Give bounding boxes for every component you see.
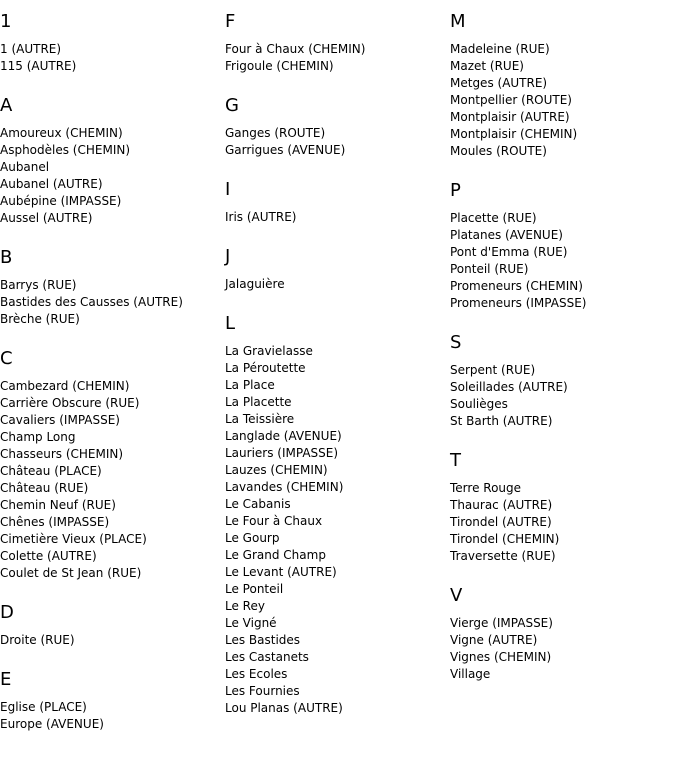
- street-name: Les Bastides: [225, 633, 301, 647]
- letter-section: [450, 180, 675, 312]
- letter-section: [0, 95, 225, 227]
- street-name: Amoureux (CHEMIN): [0, 126, 123, 140]
- street-name: Champ Long: [0, 430, 76, 444]
- street-name: Carrière Obscure (RUE): [0, 396, 140, 410]
- letter-section: [450, 332, 675, 430]
- street-name: Placette (RUE): [450, 211, 537, 225]
- street-name: Europe (AVENUE): [0, 717, 104, 731]
- street-name: Eglise (PLACE): [0, 700, 87, 714]
- letter-section: [450, 11, 675, 160]
- street-name: Montpellier (ROUTE): [450, 93, 572, 107]
- street-name: Cimetière Vieux (PLACE): [0, 532, 147, 546]
- index-column-1: [0, 0, 225, 733]
- street-list: [225, 41, 450, 75]
- street-name: Le Grand Champ: [225, 548, 326, 562]
- letter-section: [0, 669, 225, 733]
- street-list: [0, 632, 225, 649]
- letter-heading: J: [225, 246, 231, 267]
- street-name: La Placette: [225, 395, 292, 409]
- street-list: [450, 41, 675, 160]
- street-name: Le Cabanis: [225, 497, 291, 511]
- street-name: Le Ponteil: [225, 582, 284, 596]
- street-name: Bastides des Causses (AUTRE): [0, 295, 183, 309]
- street-name: Pont d'Emma (RUE): [450, 245, 568, 259]
- street-name: Soleillades (AUTRE): [450, 380, 568, 394]
- street-name: Tirondel (AUTRE): [450, 515, 552, 529]
- street-name: Thaurac (AUTRE): [450, 498, 553, 512]
- street-list: [450, 362, 675, 430]
- street-name: Montplaisir (AUTRE): [450, 110, 570, 124]
- letter-heading: T: [450, 450, 461, 471]
- letter-heading: P: [450, 180, 461, 201]
- letter-section: [0, 247, 225, 328]
- street-name: Château (PLACE): [0, 464, 102, 478]
- street-list: [450, 210, 675, 312]
- street-name: Moules (ROUTE): [450, 144, 547, 158]
- letter-heading: G: [225, 95, 239, 116]
- street-name: Four à Chaux (CHEMIN): [225, 42, 366, 56]
- letter-section: [225, 313, 450, 717]
- street-name: Asphodèles (CHEMIN): [0, 143, 131, 157]
- street-name: La Gravielasse: [225, 344, 313, 358]
- street-list: [0, 277, 225, 328]
- letter-section: [450, 450, 675, 565]
- street-name: Les Ecoles: [225, 667, 288, 681]
- street-name: Les Fournies: [225, 684, 300, 698]
- street-name: Garrigues (AVENUE): [225, 143, 346, 157]
- street-name: Aubanel (AUTRE): [0, 177, 103, 191]
- street-list: [0, 378, 225, 582]
- street-list: [225, 125, 450, 159]
- letter-heading: M: [450, 11, 466, 32]
- street-list: [225, 276, 450, 293]
- letter-heading: L: [225, 313, 236, 334]
- street-name: St Barth (AUTRE): [450, 414, 553, 428]
- letter-heading: C: [0, 348, 13, 369]
- street-name: Montplaisir (CHEMIN): [450, 127, 578, 141]
- street-name: Le Rey: [225, 599, 265, 613]
- letter-section: [225, 95, 450, 159]
- street-name: La Place: [225, 378, 275, 392]
- street-name: Ganges (ROUTE): [225, 126, 326, 140]
- street-name: Serpent (RUE): [450, 363, 536, 377]
- street-name: Metges (AUTRE): [450, 76, 548, 90]
- letter-heading: F: [225, 11, 236, 32]
- street-name: Terre Rouge: [450, 481, 522, 495]
- street-name: Vignes (CHEMIN): [450, 650, 552, 664]
- street-list: [450, 480, 675, 565]
- street-name: Mazet (RUE): [450, 59, 524, 73]
- street-list: [225, 209, 450, 226]
- letter-heading: E: [0, 669, 12, 690]
- street-name: Soulièges: [450, 397, 508, 411]
- street-name: Brèche (RUE): [0, 312, 80, 326]
- letter-section: [225, 179, 450, 226]
- street-name: Colette (AUTRE): [0, 549, 97, 563]
- street-name: Vierge (IMPASSE): [450, 616, 553, 630]
- street-list: [225, 343, 450, 717]
- street-name: Le Gourp: [225, 531, 280, 545]
- street-name: Chasseurs (CHEMIN): [0, 447, 124, 461]
- street-name: Traversette (RUE): [450, 549, 556, 563]
- letter-section: [450, 585, 675, 683]
- letter-section: [0, 602, 225, 649]
- letter-heading: V: [450, 585, 463, 606]
- street-name: Lauzes (CHEMIN): [225, 463, 328, 477]
- letter-heading: S: [450, 332, 462, 353]
- index-column-3: [450, 0, 675, 683]
- street-name: Lauriers (IMPASSE): [225, 446, 339, 460]
- street-name: Promeneurs (IMPASSE): [450, 296, 587, 310]
- street-name: Le Four à Chaux: [225, 514, 323, 528]
- street-list: [450, 615, 675, 683]
- street-name: Frigoule (CHEMIN): [225, 59, 334, 73]
- street-list: [0, 41, 225, 75]
- street-name: Ponteil (RUE): [450, 262, 529, 276]
- street-name: 1 (AUTRE): [0, 42, 62, 56]
- street-name: 115 (AUTRE): [0, 59, 77, 73]
- street-name: Chênes (IMPASSE): [0, 515, 110, 529]
- street-name: Village: [450, 667, 491, 681]
- street-name: Cambezard (CHEMIN): [0, 379, 130, 393]
- street-name: Vigne (AUTRE): [450, 633, 538, 647]
- letter-section: [225, 246, 450, 293]
- index-column-2: [225, 0, 450, 717]
- letter-heading: B: [0, 247, 13, 268]
- street-name: Château (RUE): [0, 481, 89, 495]
- letter-heading: I: [225, 179, 231, 200]
- street-list: [0, 125, 225, 227]
- street-name: Aussel (AUTRE): [0, 211, 93, 225]
- street-name: La Teissière: [225, 412, 295, 426]
- letter-section: [0, 11, 225, 75]
- street-list: [0, 699, 225, 733]
- street-name: Aubanel: [0, 160, 50, 174]
- street-name: Les Castanets: [225, 650, 309, 664]
- street-name: Jalaguière: [225, 277, 285, 291]
- street-name: Le Vigné: [225, 616, 277, 630]
- letter-heading: D: [0, 602, 14, 623]
- street-name: La Péroutette: [225, 361, 306, 375]
- street-name: Barrys (RUE): [0, 278, 77, 292]
- street-name: Madeleine (RUE): [450, 42, 550, 56]
- street-name: Tirondel (CHEMIN): [450, 532, 560, 546]
- street-name: Lou Planas (AUTRE): [225, 701, 343, 715]
- letter-section: [225, 11, 450, 75]
- street-name: Droite (RUE): [0, 633, 75, 647]
- letter-heading: 1: [0, 11, 12, 32]
- street-name: Promeneurs (CHEMIN): [450, 279, 583, 293]
- street-name: Platanes (AVENUE): [450, 228, 563, 242]
- letter-heading: A: [0, 95, 13, 116]
- street-name: Lavandes (CHEMIN): [225, 480, 344, 494]
- street-name: Iris (AUTRE): [225, 210, 297, 224]
- letter-section: [0, 348, 225, 582]
- street-name: Chemin Neuf (RUE): [0, 498, 116, 512]
- street-name: Aubépine (IMPASSE): [0, 194, 122, 208]
- street-name: Coulet de St Jean (RUE): [0, 566, 142, 580]
- street-name: Le Levant (AUTRE): [225, 565, 337, 579]
- street-name: Langlade (AVENUE): [225, 429, 342, 443]
- street-name: Cavaliers (IMPASSE): [0, 413, 120, 427]
